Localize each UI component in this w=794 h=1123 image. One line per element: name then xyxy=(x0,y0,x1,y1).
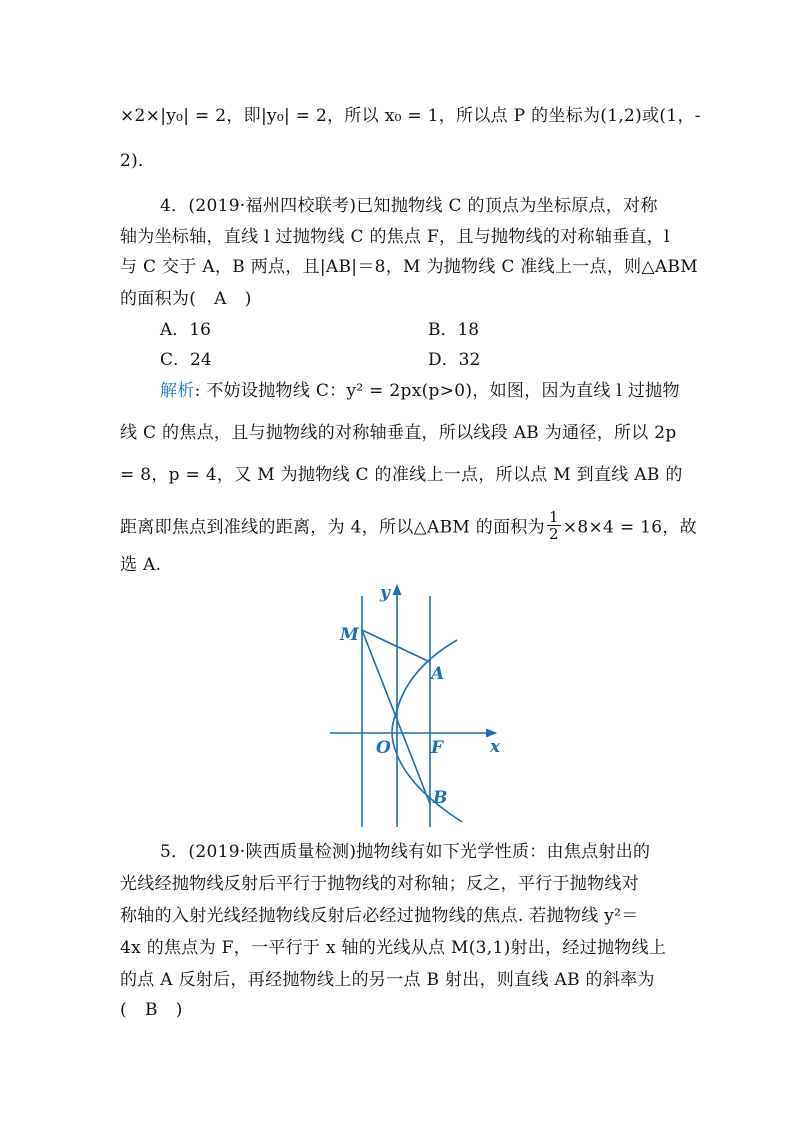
label-x: x xyxy=(490,737,501,757)
label-m: M xyxy=(340,625,359,645)
analysis-line-3: = 8，p = 4，又 M 为抛物线 C 的准线上一点，所以点 M 到直线 AB 的 xyxy=(120,465,683,485)
q5-line-3: 称轴的入射光线经抛物线反射后必经过抛物线的焦点. 若抛物线 y²＝ xyxy=(120,906,639,926)
analysis-line-4 xyxy=(120,508,697,544)
q5-line-2: 光线经抛物线反射后平行于抛物线的对称轴；反之，平行于抛物线对 xyxy=(120,874,639,894)
label-o: O xyxy=(376,738,391,758)
q4-choice-a: A．16 xyxy=(160,320,211,340)
q4-line-4 xyxy=(120,289,252,309)
parabola-figure xyxy=(330,582,530,827)
q5-open-paren: ( xyxy=(120,1000,127,1020)
analysis-text-4a: 距离即焦点到准线的距离，为 4，所以△ABM 的面积为 xyxy=(120,517,545,538)
continuation-line-2: 2)． xyxy=(120,151,156,171)
analysis-label: 解析 xyxy=(160,381,195,401)
q4-line-3: 与 C 交于 A，B 两点，且|AB|＝8，M 为抛物线 C 准线上一点，则△ABM xyxy=(120,257,698,277)
q4-answer: A xyxy=(214,289,227,309)
continuation-line-1: ×2×|y₀| = 2，即|y₀| = 2，所以 x₀ = 1，所以点 P 的坐标为(1,2)或(1，- xyxy=(120,106,701,126)
fraction-numerator: 1 xyxy=(548,508,559,526)
analysis-text-1: : 不妨设抛物线 C：y² = 2px(p>0)，如图，因为直线 l 过抛物 xyxy=(194,381,680,401)
q5-close-paren: ) xyxy=(175,1000,183,1020)
q5-line-1: 5．(2019·陕西质量检测)抛物线有如下光学性质：由焦点射出的 xyxy=(160,842,651,862)
q4-choice-c: C．24 xyxy=(160,350,212,370)
analysis-line-2: 线 C 的焦点，且与抛物线的对称轴垂直，所以线段 AB 为通径，所以 2p xyxy=(120,423,677,443)
q5-line-5: 的点 A 反射后，再经抛物线上的另一点 B 射出，则直线 AB 的斜率为 xyxy=(120,970,655,990)
analysis-text-4b: ×8×4 = 16，故 xyxy=(562,517,697,538)
label-f: F xyxy=(431,738,444,758)
q4-close-paren: ) xyxy=(244,289,252,309)
q4-stem-end: 的面积为( xyxy=(120,289,197,309)
fraction-denominator: 2 xyxy=(548,525,559,543)
q4-choice-b: B．18 xyxy=(428,320,480,340)
q4-choice-d: D．32 xyxy=(428,350,481,370)
label-a: A xyxy=(431,664,445,684)
label-b: B xyxy=(433,788,448,808)
fraction-one-half xyxy=(547,510,561,542)
q5-line-4: 4x 的焦点为 F，一平行于 x 轴的光线从点 M(3,1)射出，经过抛物线上 xyxy=(120,938,667,958)
q4-line-1: 4．(2019·福州四校联考)已知抛物线 C 的顶点为坐标原点，对称 xyxy=(160,196,658,216)
segment-mb xyxy=(362,630,430,804)
q5-answer: B xyxy=(144,1000,158,1020)
analysis-line-5: 选 A. xyxy=(120,555,162,575)
analysis-line-1 xyxy=(160,381,680,401)
label-y: y xyxy=(380,583,390,603)
q5-line-6 xyxy=(120,1000,183,1020)
q4-line-2: 轴为坐标轴，直线 l 过抛物线 C 的焦点 F，且与抛物线的对称轴垂直，l xyxy=(120,227,670,247)
